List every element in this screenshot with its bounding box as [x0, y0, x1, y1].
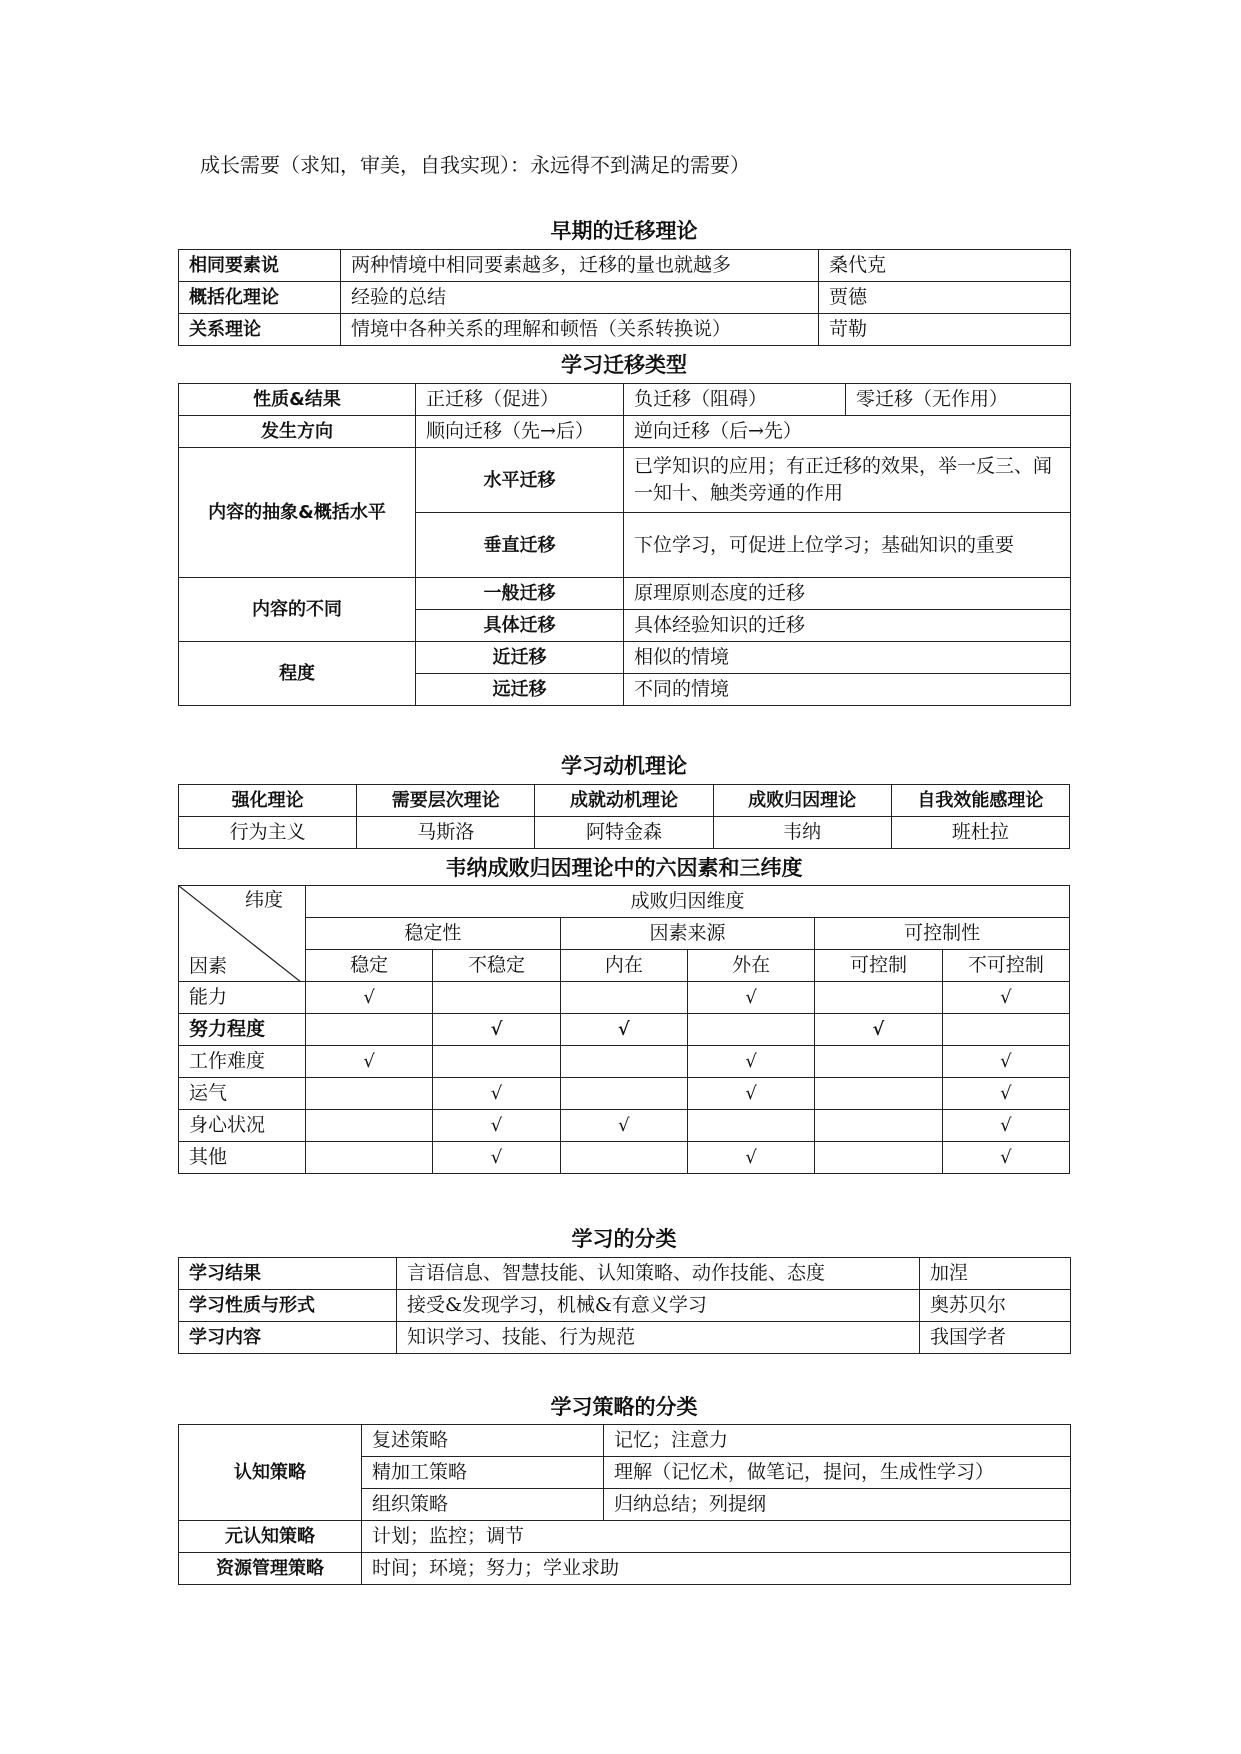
- transfer-types-title: 学习迁移类型: [561, 353, 687, 377]
- table-row: [179, 416, 1071, 448]
- strategy-name: 精加工策略: [362, 1457, 604, 1489]
- zero-transfer: 零迁移（无作用）: [846, 384, 1071, 416]
- strategies-title: 学习策略的分类: [550, 1395, 698, 1419]
- factor-name: 其他: [179, 1142, 306, 1174]
- negative-transfer: 负迁移（阻碍）: [624, 384, 846, 416]
- table-row: [179, 1110, 1070, 1142]
- strategy-name: 复述策略: [362, 1425, 604, 1457]
- check-mark: √: [306, 982, 433, 1014]
- check-mark: [942, 1014, 1069, 1046]
- learning-class-title: 学习的分类: [571, 1227, 677, 1251]
- backward-transfer: 逆向迁移（后→先）: [624, 416, 1071, 448]
- resource-label: 资源管理策略: [179, 1553, 362, 1585]
- class-person: 加涅: [920, 1258, 1071, 1290]
- theory-desc: 情境中各种关系的理解和顿悟（关系转换说）: [341, 314, 819, 346]
- check-mark: √: [433, 1078, 560, 1110]
- table-row: [179, 1046, 1070, 1078]
- check-mark: [815, 1110, 942, 1142]
- check-mark: [560, 982, 687, 1014]
- check-mark: √: [942, 1046, 1069, 1078]
- weiner-table: [178, 885, 1070, 1174]
- corner-bottom-label: 因素: [189, 955, 228, 977]
- check-mark: √: [942, 1110, 1069, 1142]
- forward-transfer: 顺向迁移（先→后）: [416, 416, 624, 448]
- table-row: [179, 817, 1070, 849]
- table-row: [179, 1322, 1071, 1354]
- factor-name: 身心状况: [179, 1110, 306, 1142]
- specific-transfer-label: 具体迁移: [416, 610, 624, 642]
- intro-text: 成长需要（求知，审美，自我实现）：永远得不到满足的需要）: [200, 153, 750, 177]
- transfer-types-table: [178, 383, 1071, 706]
- dimension-header: 成败归因维度: [306, 886, 1070, 918]
- learning-class-table: [178, 1257, 1071, 1354]
- theory-desc: 经验的总结: [341, 282, 819, 314]
- class-person: 奥苏贝尔: [920, 1290, 1071, 1322]
- check-mark: [560, 1142, 687, 1174]
- check-mark: [560, 1046, 687, 1078]
- sub-header: 不稳定: [433, 950, 560, 982]
- specific-transfer-desc: 具体经验知识的迁移: [624, 610, 1071, 642]
- motivation-person: 阿特金森: [535, 817, 713, 849]
- nature-label: 性质&结果: [179, 384, 416, 416]
- class-desc: 接受&发现学习，机械&有意义学习: [397, 1290, 920, 1322]
- strategy-desc: 归纳总结；列提纲: [604, 1489, 1071, 1521]
- class-name: 学习内容: [179, 1322, 397, 1354]
- sub-header: 内在: [560, 950, 687, 982]
- table-row: [179, 578, 1071, 610]
- table-row: [179, 1290, 1071, 1322]
- strategy-desc: 记忆；注意力: [604, 1425, 1071, 1457]
- table-row: [179, 918, 1070, 950]
- meta-label: 元认知策略: [179, 1521, 362, 1553]
- check-mark: [433, 1046, 560, 1078]
- check-mark: [306, 1110, 433, 1142]
- check-mark: √: [433, 1110, 560, 1142]
- check-mark: √: [306, 1046, 433, 1078]
- check-mark: [815, 1046, 942, 1078]
- table-row: [179, 448, 1071, 513]
- class-desc: 言语信息、智慧技能、认知策略、动作技能、态度: [397, 1258, 920, 1290]
- factor-name: 工作难度: [179, 1046, 306, 1078]
- factor-name: 努力程度: [179, 1014, 306, 1046]
- table-row: [179, 314, 1071, 346]
- table-row: [179, 1258, 1071, 1290]
- positive-transfer: 正迁移（促进）: [416, 384, 624, 416]
- group-header: 可控制性: [815, 918, 1070, 950]
- theory-person: 桑代克: [819, 250, 1071, 282]
- class-desc: 知识学习、技能、行为规范: [397, 1322, 920, 1354]
- motivation-person: 马斯洛: [357, 817, 535, 849]
- degree-label: 程度: [179, 642, 416, 706]
- check-mark: [815, 982, 942, 1014]
- strategy-name: 组织策略: [362, 1489, 604, 1521]
- meta-desc: 计划；监控；调节: [362, 1521, 1071, 1553]
- group-header: 因素来源: [560, 918, 815, 950]
- vertical-transfer-label: 垂直迁移: [416, 513, 624, 578]
- check-mark: [306, 1142, 433, 1174]
- table-row: [179, 250, 1071, 282]
- far-transfer-desc: 不同的情境: [624, 674, 1071, 706]
- weiner-body: [179, 982, 1070, 1174]
- table-row: [179, 1078, 1070, 1110]
- motivation-person: 班杜拉: [891, 817, 1069, 849]
- table-row: [179, 950, 1070, 982]
- theory-person: 贾德: [819, 282, 1071, 314]
- check-mark: [815, 1142, 942, 1174]
- check-mark: [306, 1078, 433, 1110]
- far-transfer-label: 远迁移: [416, 674, 624, 706]
- strategies-table: [178, 1424, 1071, 1585]
- check-mark: √: [687, 1078, 814, 1110]
- horizontal-transfer-label: 水平迁移: [416, 448, 624, 513]
- check-mark: [687, 1110, 814, 1142]
- theory-name: 概括化理论: [179, 282, 341, 314]
- check-mark: [687, 1014, 814, 1046]
- corner-top-label: 纬度: [244, 889, 283, 911]
- sub-header: 可控制: [815, 950, 942, 982]
- check-mark: [433, 982, 560, 1014]
- table-row: [179, 642, 1071, 674]
- check-mark: √: [687, 1046, 814, 1078]
- table-row: [179, 886, 1070, 918]
- factor-name: 能力: [179, 982, 306, 1014]
- check-mark: √: [687, 982, 814, 1014]
- class-person: 我国学者: [920, 1322, 1071, 1354]
- check-mark: √: [687, 1142, 814, 1174]
- check-mark: √: [942, 1142, 1069, 1174]
- transfer-theories-table: [178, 249, 1071, 346]
- horizontal-transfer-desc: 已学知识的应用；有正迁移的效果，举一反三、闻一知十、触类旁通的作用: [624, 448, 1071, 513]
- motivation-person: 韦纳: [713, 817, 891, 849]
- theory-desc: 两种情境中相同要素越多，迁移的量也就越多: [341, 250, 819, 282]
- transfer-theories-title: 早期的迁移理论: [550, 219, 698, 243]
- motivation-header: 需要层次理论: [357, 785, 535, 817]
- cognitive-label: 认知策略: [179, 1425, 362, 1521]
- table-row: [179, 982, 1070, 1014]
- theory-name: 相同要素说: [179, 250, 341, 282]
- direction-label: 发生方向: [179, 416, 416, 448]
- table-row: [179, 1521, 1071, 1553]
- motivation-header: 强化理论: [179, 785, 357, 817]
- theory-name: 关系理论: [179, 314, 341, 346]
- content-label: 内容的不同: [179, 578, 416, 642]
- check-mark: √: [560, 1110, 687, 1142]
- check-mark: [306, 1014, 433, 1046]
- sub-header: 不可控制: [942, 950, 1069, 982]
- abstraction-label: 内容的抽象&概括水平: [179, 448, 416, 578]
- motivation-title: 学习动机理论: [561, 754, 687, 778]
- sub-header: 稳定: [306, 950, 433, 982]
- check-mark: √: [815, 1014, 942, 1046]
- sub-header: 外在: [687, 950, 814, 982]
- check-mark: [560, 1078, 687, 1110]
- check-mark: [815, 1078, 942, 1110]
- table-row: [179, 1014, 1070, 1046]
- motivation-header: 成就动机理论: [535, 785, 713, 817]
- motivation-header: 成败归因理论: [713, 785, 891, 817]
- motivation-header: 自我效能感理论: [891, 785, 1069, 817]
- class-name: 学习结果: [179, 1258, 397, 1290]
- resource-desc: 时间；环境；努力；学业求助: [362, 1553, 1071, 1585]
- table-row: [179, 1553, 1071, 1585]
- group-header: 稳定性: [306, 918, 561, 950]
- class-name: 学习性质与形式: [179, 1290, 397, 1322]
- general-transfer-label: 一般迁移: [416, 578, 624, 610]
- check-mark: √: [433, 1142, 560, 1174]
- motivation-person: 行为主义: [179, 817, 357, 849]
- check-mark: √: [433, 1014, 560, 1046]
- table-row: [179, 282, 1071, 314]
- vertical-transfer-desc: 下位学习，可促进上位学习；基础知识的重要: [624, 513, 1071, 578]
- check-mark: √: [942, 982, 1069, 1014]
- weiner-title: 韦纳成败归因理论中的六因素和三纬度: [445, 856, 803, 880]
- table-row: [179, 384, 1071, 416]
- table-row: [179, 1142, 1070, 1174]
- check-mark: √: [942, 1078, 1069, 1110]
- check-mark: √: [560, 1014, 687, 1046]
- motivation-table: [178, 784, 1070, 849]
- table-row: [179, 1425, 1071, 1457]
- factor-name: 运气: [179, 1078, 306, 1110]
- near-transfer-desc: 相似的情境: [624, 642, 1071, 674]
- strategy-desc: 理解（记忆术，做笔记，提问，生成性学习）: [604, 1457, 1071, 1489]
- near-transfer-label: 近迁移: [416, 642, 624, 674]
- theory-person: 苛勒: [819, 314, 1071, 346]
- corner-cell: [179, 886, 306, 982]
- table-row: [179, 785, 1070, 817]
- general-transfer-desc: 原理原则态度的迁移: [624, 578, 1071, 610]
